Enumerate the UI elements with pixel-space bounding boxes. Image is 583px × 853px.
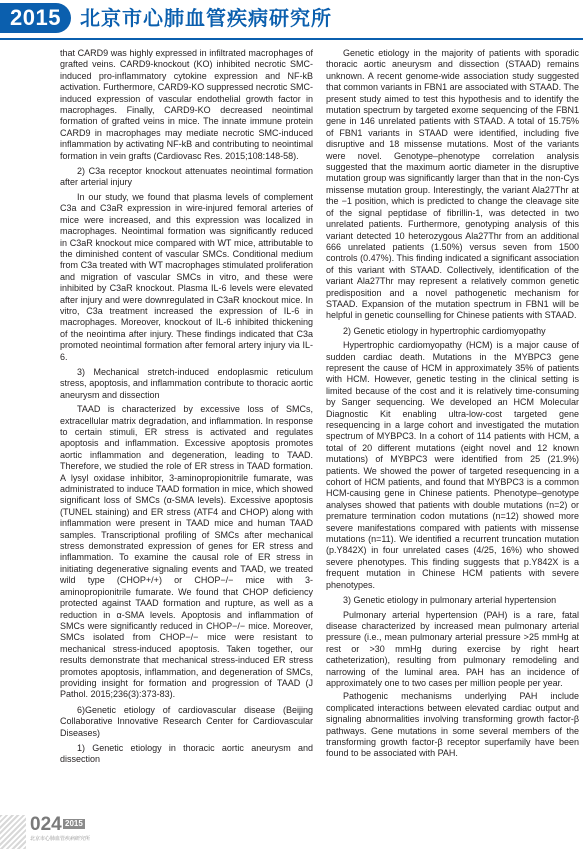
page-number: 024 xyxy=(30,814,62,835)
right-column xyxy=(326,48,579,804)
footer-year: 2015 xyxy=(65,819,83,828)
page-header xyxy=(0,0,583,38)
body-paragraph: TAAD is characterized by excessive loss of SMCs, extracellular matrix degradation, and inflammation. In response to certain stimuli, ER stress is activated and regulates apoptosis and inflammation. Excessive apoptosis promotes aortic inflammation and degeneration, leading to TAAD. Therefore, we studied the role of ER stress in TAAD formation. A lysyl oxidase inhibitor, 3-aminopropionitrile fumarate, was administrated to induce TAAD formation in mice, which showed significant loss of SMCs (α-SMA levels). Excessive apoptosis (TUNEL staining) and ER stress (ATF4 and CHOP) along with inflammation were present in TAAD mice and human TAAD samples. Transcriptional profiling of SMCs after mechanical stress demonstrated expression of genes for ER stress and inflammation. To examine the causal role of ER stress in initiating degenerative signaling events and TAAD, we treated wild type (CHOP+/+) or CHOP−/− mice with 3-aminopropionitrile fumarate. We found that CHOP deficiency protected against TAAD formation and rupture, as well as a reduction in α-SMA levels. Apoptosis and inflammation of SMCs were significantly reduced in CHOP−/− mice. Moreover, SMCs isolated from CHOP−/− mice were resistant to mechanical stress-induced apoptosis. Taken together, our results demonstrate that mechanical stress-induced ER stress promotes apoptosis, inflammation, and degeneration of SMCs, providing insight for formation and progression of TAAD (J Pathol. 2015;236(3):373-83). xyxy=(60,404,313,700)
journal-title: 北京市心肺血管疾病研究所 xyxy=(80,6,332,30)
left-column xyxy=(60,48,313,804)
footer-caption: 北京市心肺血管疾病研究所 xyxy=(30,836,91,842)
section-heading: 2) Genetic etiology in hypertrophic cardiomyopathy xyxy=(343,325,546,336)
body-paragraph: Genetic etiology in the majority of patients with sporadic thoracic aortic aneurysm and dissection (STAAD) remains unknown. A recent genome-wide association study suggested that common variants in FBN1 are associated with STAAD. The present study aimed to test this hypothesis and to identify the mutation spectrum by targeted exome sequencing of the FBN1 gene in 146 unrelated patients with STAAD. A total of 15.75% of FBN1 variants in STAAD were identified, including five disruptive and 18 missense mutations. Most of the variants were novel. Genotype–phenotype correlation analysis suggested that the maximum aortic diameter in the disruptive mutation group was significantly larger than that in the non-Cys missense mutation group. Interestingly, the variant Ala27Thr at the −1 position, which is predicted to change the cleavage site of the signal peptidase of fibrillin-1, was detected in two unrelated patients. Furthermore, genotyping analysis of this variant detected 10 heterozygous Ala27Thr from an additional 666 unrelated patients (1.50%) versus seven from 1500 controls (0.47%). This finding indicated a significant association of this variant with STAAD. Collectively, identification of the variant Ala27Thr may represent a relatively common genetic predisposition and a novel pathogenetic mechanism for STAAD. Expansion of the mutation spectrum in FBN1 will be helpful in genetic counselling for Chinese patients with STAAD. xyxy=(326,48,579,321)
body-paragraph: Pulmonary arterial hypertension (PAH) is a rare, fatal disease characterized by increased mean pulmonary arterial pressure (i.e., mean pulmonary arterial pressure >25 mmHg at rest or >30 mmHg during exercise by right heart catheterization), resulting from pulmonary remodeling and narrowing of the luminal area. PAH has an incidence of approximately one to two cases per million people per year. xyxy=(326,609,579,688)
page-footer xyxy=(0,809,583,853)
section-heading: 3) Mechanical stretch-induced endoplasmic reticulum stress, apoptosis, and inflammation contribute to thoracic aortic aneurysm and dissection xyxy=(60,366,313,400)
section-heading: 6)Genetic etiology of cardiovascular disease (Beijing Collaborative Innovative Research Center for Cardiovascular Diseases) xyxy=(60,704,313,738)
article-body xyxy=(60,48,580,804)
header-rule xyxy=(0,38,583,40)
year-tab: 2015 xyxy=(0,3,71,33)
footer-stripe xyxy=(0,815,26,849)
body-paragraph: In our study, we found that plasma levels of complement C3a and C3aR expression in wire-injured femoral arteries of mice were increased, and this expression was localized in macrophages. Neointimal formation was significantly reduced in C3aR knockout mice compared with WT mice, attributable to the diminished content of vascular SMCs. Conditional medium from C3a treated with WT macrophages stimulated proliferation and migration of vascular SMCs in vitro, and these were inhibited by C3aR knockout. Plasma IL-6 levels were elevated after injury and were downregulated in C3aR knockout mice. In vitro, C3a treatment increased the expression of IL-6 in macrophages. Moreover, knockout of IL-6 inhibited thickening of the neointima after injury. These findings indicated that C3a promoted neointimal formation after femoral artery injury via IL-6. xyxy=(60,191,313,362)
section-heading: 3) Genetic etiology in pulmonary arterial hypertension xyxy=(343,595,557,606)
body-paragraph: that CARD9 was highly expressed in infiltrated macrophages of grafted veins. CARD9-knockout (KO) inhibited necrotic SMC-induced pro-inflammatory cytokine expression and NF-kB activation. Furthermore, CARD9-KO suppressed necrotic SMC-induced expression of vascular endothelial growth factor in macrophages. Finally, CARD9-KO decreased neointimal formation of grafted veins in mice. The innate immune protein CARD9 in macrophages may mediate necrotic SMC-induced inflammation by activating NF-kB and contributing to neointimal formation in vein grafts (Cardiovasc Res. 2015;108:148-58). xyxy=(60,48,313,161)
body-paragraph: Hypertrophic cardiomyopathy (HCM) is a major cause of sudden cardiac death. Mutations in the MYBPC3 gene represent the cause of HCM in approximately 35% of patients with HCM. However, genetic testing in the clinical setting is limited because of the cost and it is relatively time-consuming by Sanger sequencing. We developed an HCM Molecular Diagnostic Kit enabling ultra-low-cost targeted gene resequencing in a large cohort and investigated the mutation spectrum of MYBPC3. In a cohort of 114 patients with HCM, a total of 20 different mutations (eight novel and 12 known mutations) of MYBPC3 were identified from 25 (21.9%) patients. We showed the power of targeted resequencing in a cohort of HCM patients, and found that MYBPC3 is a common HCM-causing gene in Chinese patients. Phenotype–genotype analyses showed that patients with double mutations (n=2) or premature termination codon mutations (n=12) showed more severe manifestations compared with patients with missense mutations (n=11). We identified a recurrent truncation mutation (p.Y842X) in four unrelated cases (4/25, 16%) who showed severe phenotypes. This finding suggests that p.Y842X is a frequent mutation in Chinese HCM patients with severe phenotypes. xyxy=(326,340,579,590)
section-heading: 1) Genetic etiology in thoracic aortic aneurysm and dissection xyxy=(60,742,313,765)
body-paragraph: Pathogenic mechanisms underlying PAH include complicated interactions between elevated cardiac output and signaling abnormalities involving transforming growth factor-β pathways. Gene mutations in some several members of the transforming growth factor-β receptor superfamily have been found to be associated with PAH. xyxy=(326,691,579,759)
section-heading: 2) C3a receptor knockout attenuates neointimal formation after arterial injury xyxy=(60,166,313,188)
